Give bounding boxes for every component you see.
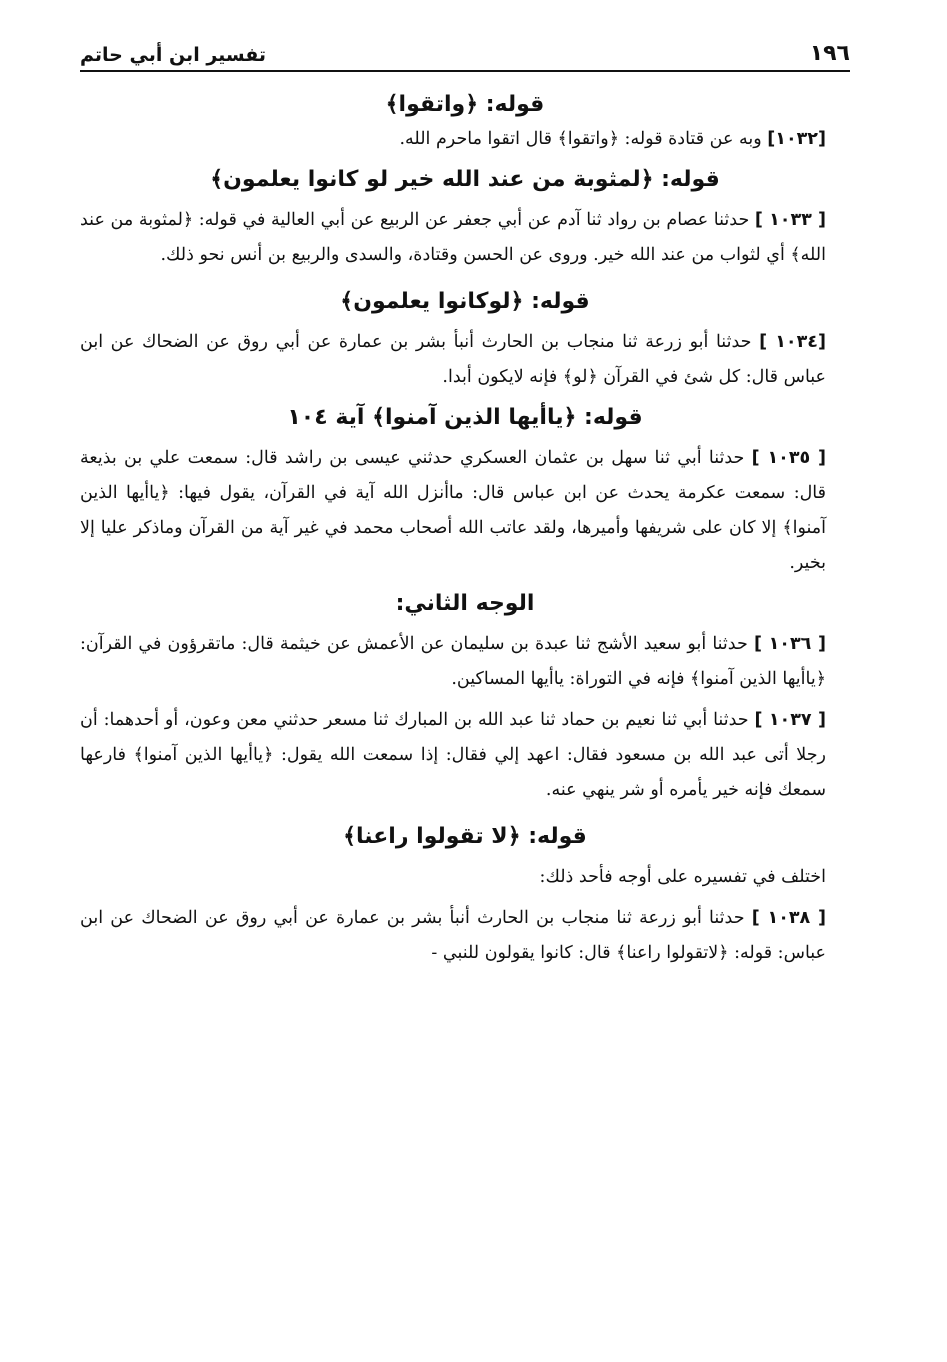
narration-text: حدثنا أبو سعيد الأشج ثنا عبدة بن سليمان عن الأعمش عن خيثمة قال: ماتقرؤون في القرآن: ﴿ياأيها الذين آمنوا﴾ فإنه في التوراة: ياأيها المساكين. <box>80 634 826 689</box>
section-heading: قوله: ﴿لوكانوا يعلمون﴾ <box>340 289 590 314</box>
running-head <box>80 28 850 72</box>
narration-number: [ ١٠٣٧ ] <box>754 710 826 730</box>
intro-paragraph: اختلف في تفسيره على أوجه فأحد ذلك: <box>539 867 826 887</box>
narration-number: [ ١٠٣٨ ] <box>751 908 826 928</box>
section-heading: قوله: ﴿واتقوا﴾ <box>385 92 545 117</box>
narration-number: [ ١٠٣٦ ] <box>753 634 826 654</box>
narration-number: [ ١٠٣٥ ] <box>751 448 826 468</box>
section-heading: قوله: ﴿لا تقولوا راعنا﴾ <box>343 824 587 849</box>
page-number: ١٩٦ <box>809 41 850 66</box>
narration-paragraph <box>80 627 850 697</box>
section-heading: الوجه الثاني: <box>395 591 535 616</box>
narration-paragraph <box>80 122 850 157</box>
narration-paragraph <box>80 325 850 395</box>
section-heading: قوله: ﴿لمثوبة من عند الله خير لو كانوا يعلمون﴾ <box>210 167 720 192</box>
narration-paragraph <box>80 203 850 273</box>
narration-number: [١٠٣٤ ] <box>759 332 826 352</box>
page <box>80 28 850 971</box>
book-title: تفسير ابن أبي حاتم <box>80 44 267 66</box>
narration-text: حدثنا أبو زرعة ثنا منجاب بن الحارث أنبأ بشر بن عمارة عن أبي روق عن الضحاك عن ابن عباس: قوله: ﴿لاتقولوا راعنا﴾ قال: كانوا يقولون للنبي - <box>80 908 826 963</box>
narration-text: حدثنا عصام بن رواد ثنا آدم عن أبي جعفر عن الربيع عن أبي العالية في قوله: ﴿لمثوبة من عند الله﴾ أي لثواب من عند الله خير. وروى عن الحسن وقتادة، والسدى والربيع بن أنس نحو ذلك. <box>80 210 826 265</box>
section-heading: قوله: ﴿ياأيها الذين آمنوا﴾ آية ١٠٤ <box>287 405 643 430</box>
narration-paragraph <box>80 901 850 971</box>
narration-text: حدثنا أبي ثنا سهل بن عثمان العسكري حدثني عيسى بن راشد قال: سمعت علي بن بذيعة قال: سمعت عكرمة يحدث عن ابن عباس قال: ماأنزل الله آية في القرآن، يقول فيها: ﴿ياأيها الذين آمنوا﴾ إلا كان على شريفها وأميرها، ولقد عاتب الله أصحاب محمد في غير آية من القرآن وماذكر عليا إلا بخير. <box>80 448 826 573</box>
narration-number: [ ١٠٣٣ ] <box>754 210 826 230</box>
narration-text: حدثنا أبو زرعة ثنا منجاب بن الحارث أنبأ بشر بن عمارة عن أبي روق عن الضحاك عن ابن عباس قال: كل شئ في القرآن ﴿لو﴾ فإنه لايكون أبدا. <box>80 332 826 387</box>
narration-number: [١٠٣٢] <box>767 129 826 149</box>
narration-paragraph <box>80 703 850 808</box>
narration-text: وبه عن قتادة قوله: ﴿واتقوا﴾ قال اتقوا ماحرم الله. <box>399 129 762 149</box>
narration-paragraph <box>80 441 850 581</box>
narration-text: حدثنا أبي ثنا نعيم بن حماد ثنا عبد الله بن المبارك ثنا مسعر حدثني معن وعون، أو أحدهما: أن رجلا أتى عبد الله بن مسعود فقال: اعهد إلي فقال: إذا سمعت الله يقول: ﴿ياأيها الذين آمنوا﴾ فارعها سمعك فإنه خير يأمره أو شر ينهي عنه. <box>80 710 826 800</box>
